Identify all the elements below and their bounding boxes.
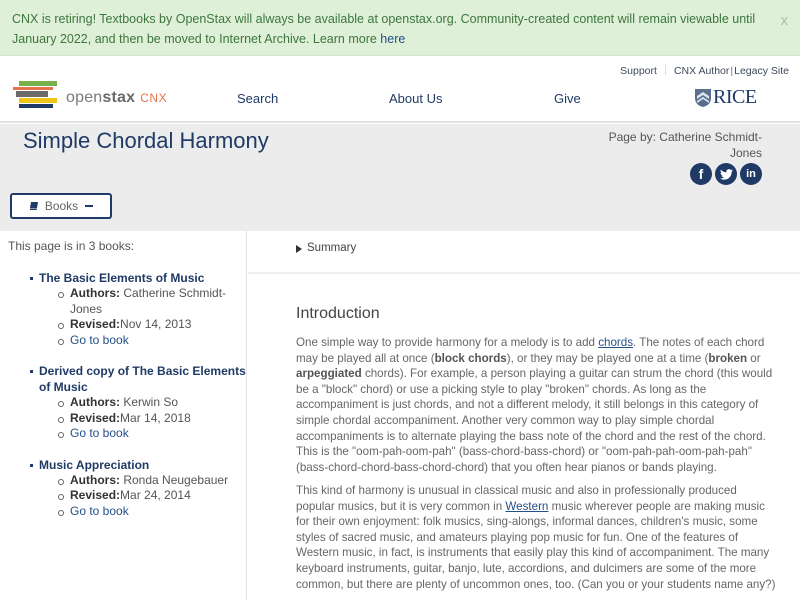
banner-learn-more-link[interactable]: here	[380, 32, 406, 46]
twitter-bird-icon	[720, 169, 733, 180]
book-revised: Revised:Mar 14, 2018	[70, 411, 246, 427]
twitter-icon[interactable]	[715, 163, 737, 185]
divider: |	[730, 65, 734, 77]
book-entry	[8, 270, 246, 348]
book-authors: Authors: Kerwin So	[70, 395, 246, 411]
close-banner-icon[interactable]: x	[780, 12, 788, 29]
book-authors: Authors: Catherine Schmidt-Jones	[70, 286, 246, 317]
summary-toggle[interactable]	[248, 231, 800, 274]
section-heading: Introduction	[296, 305, 380, 322]
title-area	[0, 124, 800, 231]
books-button-label: Books	[44, 199, 79, 213]
nav-give[interactable]: Give	[554, 91, 581, 106]
facebook-icon[interactable]: f	[690, 163, 712, 185]
logo-bar-navy	[19, 104, 53, 108]
go-to-book-link[interactable]: Go to book	[70, 426, 129, 440]
book-revised: Revised:Nov 14, 2013	[70, 317, 246, 333]
book-title-link[interactable]: Music Appreciation	[39, 457, 150, 472]
book-entry	[8, 363, 246, 442]
book-revised: Revised:Mar 24, 2014	[70, 488, 246, 504]
cnx-author-link[interactable]: CNX Author	[673, 65, 730, 77]
collapse-minus-icon	[85, 205, 93, 208]
support-link[interactable]: Support	[620, 65, 657, 77]
page-title: Simple Chordal Harmony	[23, 128, 269, 153]
book-title-link[interactable]: The Basic Elements of Music	[39, 271, 205, 285]
logo-bar-yellow	[19, 98, 57, 103]
paragraph-1: One simple way to provide harmony for a melody is to add chords. The notes of each chord may be played all at once (block chords), or they may be played one at a time (broken or arpeggiated chords). For example, a person playing a guitar can strum the chord (this would be a "block" chord) or use a picking style to play "broken" chords. As long as the accompaniment is just chords, and not a different melody, it still belongs in this category of simple chordal accompaniment. Another very common way to play simple chordal accompaniments is to alternate playing the bass note of the chord and the rest of the chord. This is the "oom-pah-oom-pah" (bass-chord-bass-chord) or "oom-pah-pah-oom-pah-pah" (bass-chord-chord-bass-chord-chord) that you often hear pianos or bands playing.	[296, 336, 773, 474]
summary-label: Summary	[307, 242, 357, 254]
books-count-text: This page is in 3 books:	[8, 239, 135, 253]
book-icon	[29, 201, 39, 211]
page-author: Page by: Catherine Schmidt-Jones	[608, 130, 762, 160]
book-title-link[interactable]: Derived copy of The Basic Elements of Music	[39, 364, 246, 394]
openstax-cnx-logo[interactable]	[11, 81, 171, 113]
books-sidebar	[0, 231, 247, 600]
expand-triangle-icon	[296, 245, 302, 253]
logo-bar-green	[19, 81, 57, 86]
utility-links	[620, 64, 789, 77]
rice-logo[interactable]	[694, 86, 757, 109]
chords-link[interactable]: chords	[598, 336, 634, 349]
nav-search[interactable]: Search	[237, 91, 279, 106]
western-link[interactable]: Western	[505, 499, 549, 513]
go-to-book-link[interactable]: Go to book	[70, 503, 129, 518]
paragraph-2: This kind of harmony is unusual in classical music and also in professionally produced popular musics, but it is very common in Western music wherever people are making music for their own enjoyment: folk musics, sing-alongs, informal dances, children's music, some styles of sacred music, and amateurs playing pop music for fun. One of the features of Western music, in fact, is instruments that easily play this kind of accompaniment. The many keyboard instruments, guitar, banjo, lute, accordions, and dulcimers are some of the more common, but there are plenty of uncommon ones, too. (Can you or your students name any?)	[296, 484, 776, 591]
legacy-site-link[interactable]: Legacy Site	[734, 65, 789, 77]
linkedin-icon[interactable]: in	[740, 163, 762, 185]
site-header	[0, 57, 800, 123]
main-content	[248, 231, 800, 600]
retirement-banner	[0, 0, 800, 56]
book-entry	[8, 457, 246, 520]
banner-text: CNX is retiring! Textbooks by OpenStax will always be available at openstax.org. Community-created content will remain viewable until January 2022, and then be moved to Internet Archive. Learn more	[12, 12, 756, 46]
book-authors: Authors: Ronda Neugebauer	[70, 473, 246, 489]
go-to-book-link[interactable]: Go to book	[70, 332, 129, 347]
logo-wordmark: openstax CNX	[66, 89, 168, 106]
nav-about-us[interactable]: About Us	[389, 91, 443, 106]
logo-bar-gray	[16, 91, 48, 97]
rice-shield-icon	[694, 88, 712, 108]
rice-wordmark: RICE	[713, 86, 757, 108]
divider	[665, 64, 666, 75]
logo-bar-orange	[13, 87, 53, 90]
bullet	[30, 464, 33, 467]
bullet	[30, 370, 33, 373]
books-toggle-button[interactable]	[10, 193, 112, 219]
bullet	[30, 277, 33, 280]
